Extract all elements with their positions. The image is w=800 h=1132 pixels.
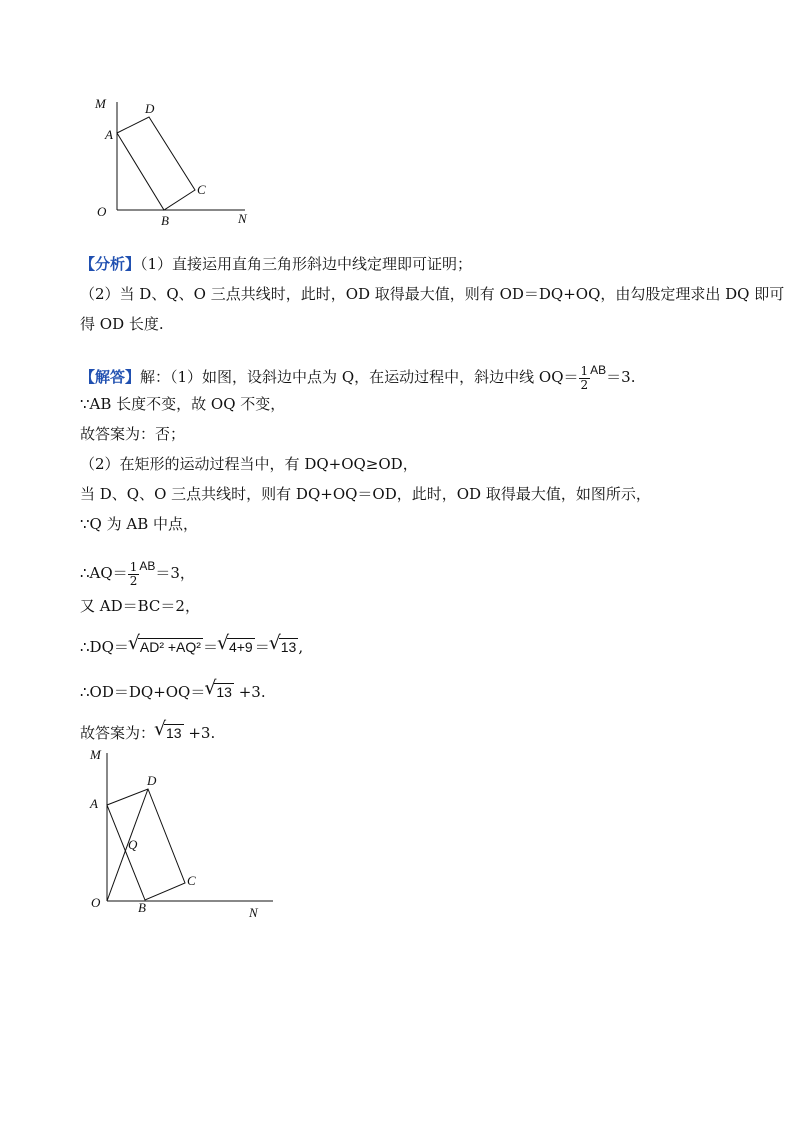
analysis-line-3: 得 OD 长度. — [80, 315, 164, 333]
label-d: D — [145, 101, 155, 116]
solution-line-9: ∴DQ＝√ AD² +AQ² ＝√ 4+9 ＝√ 13 , — [80, 637, 303, 657]
figure-1 — [85, 92, 265, 232]
label-m: M — [90, 747, 101, 762]
solution-line-6: ∵Q 为 AB 中点， — [80, 515, 199, 533]
label-n: N — [238, 211, 247, 226]
analysis-line-1: 【分析】（1）直接运用直角三角形斜边中线定理即可证明； — [80, 255, 473, 273]
label-a: A — [105, 127, 113, 142]
analysis-tag: 【分析】 — [80, 255, 141, 273]
fraction-half-2: $\frac{1}{2}$ — [129, 559, 138, 588]
solution-line-10: ∴OD＝DQ+OQ＝√ 13 +3. — [80, 682, 266, 702]
label-o: O — [91, 895, 101, 910]
label-b: B — [161, 213, 169, 228]
solution-tag: 【解答】 — [80, 368, 141, 386]
solution-line-7: ∴AQ＝ $\frac{1}{2}$ $^{AB}$＝3， — [80, 559, 195, 588]
solution-line-3: 故答案为：否； — [80, 425, 186, 443]
label-b: B — [138, 900, 146, 915]
label-m: M — [95, 96, 106, 111]
label-a: A — [90, 796, 98, 811]
sqrt-13: √ 13 — [270, 637, 299, 657]
label-d: D — [147, 773, 157, 788]
solution-line-8: 又 AD＝BC＝2， — [80, 597, 200, 615]
figure-2 — [85, 745, 285, 930]
rectangle-abcd — [107, 789, 185, 900]
label-c: C — [197, 182, 206, 197]
sqrt-13-c: √ 13 — [155, 723, 184, 743]
sqrt-4-9: √ 4+9 — [218, 637, 255, 657]
solution-line-4: （2）在矩形的运动过程当中，有 DQ+OQ≥OD， — [80, 455, 418, 473]
solution-line-2: ∵AB 长度不变，故 OQ 不变， — [80, 395, 286, 413]
solution-line-5: 当 D、Q、O 三点共线时，则有 DQ+OQ＝OD，此时，OD 取得最大值，如图所示， — [80, 485, 651, 503]
sqrt-13-b: √ 13 — [205, 682, 234, 702]
solution-line-1: 【解答】解：（1）如图，设斜边中点为 Q，在运动过程中，斜边中线 OQ＝ $\frac{1}{2}$ $^{AB}$＝3. — [80, 363, 636, 392]
label-c: C — [187, 873, 196, 888]
sqrt-ad-aq: √ AD² +AQ² — [129, 637, 203, 657]
analysis-line-2: （2）当 D、Q、O 三点共线时，此时，OD 取得最大值，则有 OD＝DQ+OQ，由勾股定理求出 DQ 即可 — [80, 285, 785, 303]
solution-line-11: 故答案为：√ 13 +3. — [80, 723, 215, 743]
label-n: N — [249, 905, 258, 920]
rectangle-abcd — [117, 117, 195, 210]
label-q: Q — [128, 837, 138, 852]
label-o: O — [97, 204, 107, 219]
fraction-half: $\frac{1}{2}$ — [580, 363, 589, 392]
